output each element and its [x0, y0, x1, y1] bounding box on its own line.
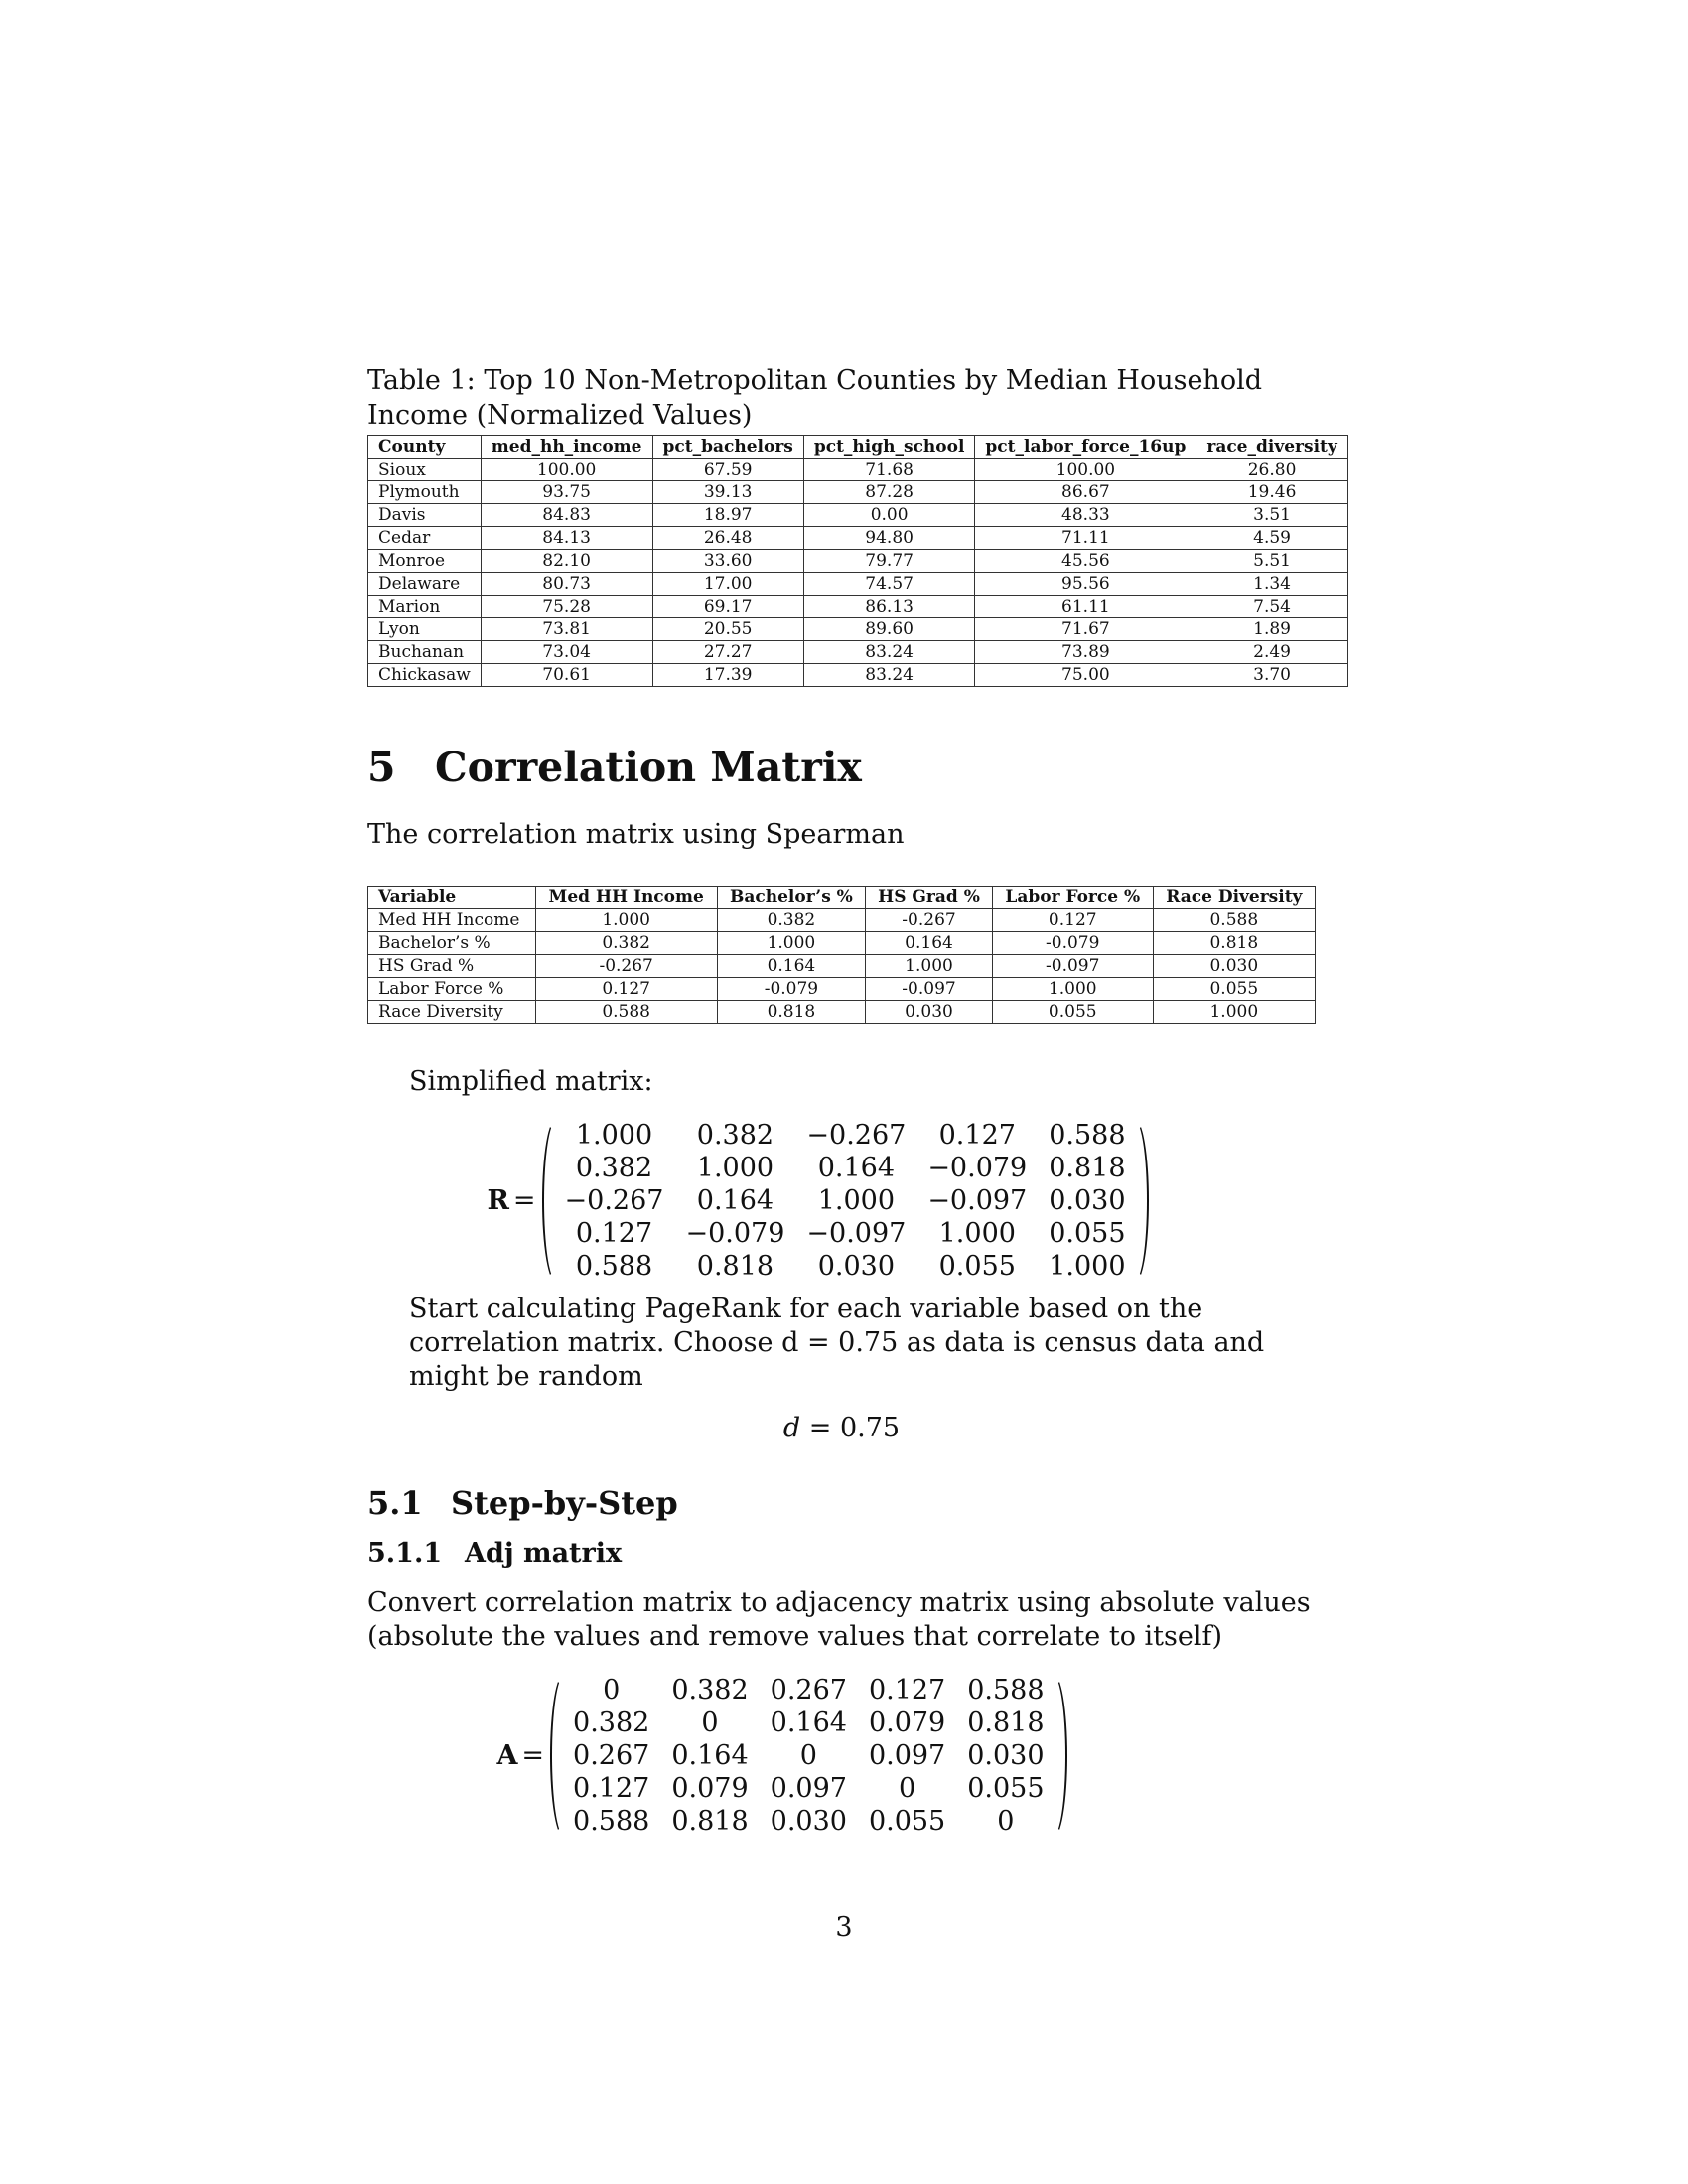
- matrix-entry: 0: [603, 1675, 621, 1706]
- matrix-entry: 0.055: [868, 1806, 946, 1837]
- value-cell: 0.382: [535, 932, 717, 955]
- value-cell: 2.49: [1196, 641, 1347, 664]
- matrix-a-brackets: [550, 1674, 1066, 1838]
- table-row: [368, 1001, 1316, 1024]
- matrix-entry: 0.079: [868, 1707, 946, 1738]
- value-cell: 1.000: [1153, 1001, 1315, 1024]
- matrix-entry: 0.164: [696, 1185, 774, 1216]
- equals-sign: =: [512, 1185, 536, 1216]
- value-cell: 84.83: [481, 504, 652, 527]
- row-label-cell: Davis: [368, 504, 482, 527]
- value-cell: 39.13: [652, 481, 803, 504]
- row-label-cell: Cedar: [368, 527, 482, 550]
- value-cell: 61.11: [975, 596, 1196, 618]
- table2-header-row: [368, 887, 1316, 909]
- matrix-entry: 0.164: [770, 1707, 847, 1738]
- row-label-cell: HS Grad %: [368, 955, 536, 978]
- value-cell: 1.000: [717, 932, 866, 955]
- matrix-entry: 0: [701, 1707, 719, 1738]
- table2-header-variable: Variable: [368, 887, 536, 909]
- value-cell: 86.13: [803, 596, 975, 618]
- value-cell: 1.000: [992, 978, 1153, 1001]
- value-cell: 48.33: [975, 504, 1196, 527]
- matrix-entry: −0.079: [927, 1153, 1028, 1183]
- value-cell: 87.28: [803, 481, 975, 504]
- table-row: [368, 909, 1316, 932]
- row-label-cell: Plymouth: [368, 481, 482, 504]
- matrix-row: [562, 1772, 1055, 1805]
- value-cell: -0.097: [992, 955, 1153, 978]
- matrix-entry: 0.818: [1049, 1153, 1126, 1183]
- matrix-row: [554, 1217, 1137, 1250]
- table-row: [368, 504, 1348, 527]
- value-cell: 93.75: [481, 481, 652, 504]
- matrix-a-symbol: A: [496, 1740, 518, 1771]
- page-content: [367, 363, 1337, 1838]
- value-cell: 75.28: [481, 596, 652, 618]
- matrix-entry: −0.267: [564, 1185, 664, 1216]
- matrix-entry: 0.382: [573, 1707, 650, 1738]
- simplified-matrix-label: Simplified matrix:: [409, 1066, 653, 1097]
- value-cell: 17.00: [652, 573, 803, 596]
- matrix-entry: 0: [799, 1740, 817, 1771]
- matrix-entry: −0.097: [927, 1185, 1028, 1216]
- value-cell: -0.079: [717, 978, 866, 1001]
- value-cell: 71.11: [975, 527, 1196, 550]
- value-cell: 100.00: [481, 459, 652, 481]
- matrix-entry: 0.382: [696, 1120, 774, 1151]
- value-cell: 1.000: [866, 955, 993, 978]
- matrix-entry: 0.818: [967, 1707, 1045, 1738]
- value-cell: -0.267: [535, 955, 717, 978]
- matrix-r: [554, 1119, 1137, 1283]
- matrix-entry: 0: [997, 1806, 1015, 1837]
- row-label-cell: Marion: [368, 596, 482, 618]
- value-cell: 89.60: [803, 618, 975, 641]
- value-cell: 82.10: [481, 550, 652, 573]
- value-cell: 0.164: [717, 955, 866, 978]
- value-cell: 0.818: [1153, 932, 1315, 955]
- subsubsection-heading: [367, 1537, 1316, 1570]
- row-label-cell: Bachelor’s %: [368, 932, 536, 955]
- value-cell: 0.00: [803, 504, 975, 527]
- value-cell: 73.81: [481, 618, 652, 641]
- value-cell: 0.055: [992, 1001, 1153, 1024]
- section-number: 5: [367, 744, 396, 791]
- value-cell: 69.17: [652, 596, 803, 618]
- matrix-entry: −0.097: [806, 1218, 907, 1249]
- matrix-row: [554, 1152, 1137, 1184]
- table-row: [368, 932, 1316, 955]
- table-row: [368, 955, 1316, 978]
- value-cell: 75.00: [975, 664, 1196, 687]
- damping-value: = 0.75: [800, 1413, 901, 1443]
- value-cell: 73.04: [481, 641, 652, 664]
- value-cell: 74.57: [803, 573, 975, 596]
- value-cell: 0.382: [717, 909, 866, 932]
- value-cell: 5.51: [1196, 550, 1347, 573]
- matrix-row: [554, 1119, 1137, 1152]
- matrix-entry: 0.030: [770, 1806, 847, 1837]
- matrix-entry: −0.079: [685, 1218, 785, 1249]
- value-cell: 79.77: [803, 550, 975, 573]
- table2-body: [368, 909, 1316, 1024]
- table1-header-county: County: [368, 436, 482, 459]
- matrix-entry: 0.127: [938, 1120, 1016, 1151]
- matrix-row: [562, 1805, 1055, 1838]
- subsection-number: 5.1: [367, 1484, 423, 1522]
- value-cell: -0.097: [866, 978, 993, 1001]
- matrix-entry: 1.000: [575, 1120, 653, 1151]
- row-label-cell: Sioux: [368, 459, 482, 481]
- row-label-cell: Monroe: [368, 550, 482, 573]
- matrix-entry: 0.055: [1049, 1218, 1126, 1249]
- value-cell: 17.39: [652, 664, 803, 687]
- matrix-entry: 0.382: [671, 1675, 749, 1706]
- value-cell: 7.54: [1196, 596, 1347, 618]
- table1-header-pct-high-school: pct_high_school: [803, 436, 975, 459]
- table2-header-hs-grad: HS Grad %: [866, 887, 993, 909]
- value-cell: 18.97: [652, 504, 803, 527]
- matrix-row: [554, 1184, 1137, 1217]
- section-title: Correlation Matrix: [435, 744, 862, 791]
- top-counties-table: [367, 435, 1348, 687]
- matrix-entry: 0.164: [817, 1153, 895, 1183]
- table-row: [368, 664, 1348, 687]
- value-cell: 0.588: [535, 1001, 717, 1024]
- matrix-entry: 1.000: [696, 1153, 774, 1183]
- matrix-entry: 0.818: [696, 1251, 774, 1282]
- damping-variable: d: [782, 1413, 801, 1443]
- matrix-a-equation: [248, 1674, 1316, 1838]
- matrix-entry: 0.588: [967, 1675, 1045, 1706]
- equals-sign: =: [521, 1740, 545, 1771]
- table1-body: [368, 459, 1348, 687]
- table1-caption: Table 1: Top 10 Non-Metropolitan Counties by Median Household Income (Normalized Values): [367, 365, 1262, 431]
- value-cell: 3.51: [1196, 504, 1347, 527]
- value-cell: 0.818: [717, 1001, 866, 1024]
- value-cell: 1.34: [1196, 573, 1347, 596]
- table-row: [368, 481, 1348, 504]
- matrix-entry: 0.127: [573, 1773, 650, 1804]
- value-cell: 80.73: [481, 573, 652, 596]
- matrix-entry: −0.267: [806, 1120, 907, 1151]
- value-cell: 0.030: [1153, 955, 1315, 978]
- pagerank-paragraph: Start calculating PageRank for each variable based on the correlation matrix. Choose d = 0.75 as data is census data and might be random: [409, 1294, 1265, 1392]
- page-number: 3: [835, 1912, 853, 1943]
- matrix-entry: 0.055: [967, 1773, 1045, 1804]
- table2-header-labor-force: Labor Force %: [992, 887, 1153, 909]
- matrix-entry: 0.588: [573, 1806, 650, 1837]
- value-cell: 33.60: [652, 550, 803, 573]
- matrix-r-symbol: R: [487, 1185, 509, 1216]
- row-label-cell: Med HH Income: [368, 909, 536, 932]
- matrix-row: [554, 1250, 1137, 1283]
- matrix-a: [562, 1674, 1055, 1838]
- table-row: [368, 573, 1348, 596]
- value-cell: 100.00: [975, 459, 1196, 481]
- value-cell: -0.079: [992, 932, 1153, 955]
- matrix-entry: 0.097: [770, 1773, 847, 1804]
- subsubsection-number: 5.1.1: [367, 1538, 443, 1569]
- matrix-entry: 1.000: [1049, 1251, 1126, 1282]
- table1-header-med-hh-income: med_hh_income: [481, 436, 652, 459]
- value-cell: 26.80: [1196, 459, 1347, 481]
- value-cell: 20.55: [652, 618, 803, 641]
- value-cell: -0.267: [866, 909, 993, 932]
- matrix-r-equation: [320, 1119, 1316, 1283]
- matrix-entry: 0.030: [1049, 1185, 1126, 1216]
- matrix-entry: 0.097: [868, 1740, 946, 1771]
- value-cell: 0.164: [866, 932, 993, 955]
- table2-header-bachelors: Bachelor’s %: [717, 887, 866, 909]
- value-cell: 83.24: [803, 664, 975, 687]
- matrix-entry: 0.030: [817, 1251, 895, 1282]
- value-cell: 45.56: [975, 550, 1196, 573]
- adjacency-paragraph: Convert correlation matrix to adjacency matrix using absolute values (absolute the values and remove values that correlate to itself): [367, 1587, 1311, 1652]
- value-cell: 70.61: [481, 664, 652, 687]
- value-cell: 27.27: [652, 641, 803, 664]
- row-label-cell: Chickasaw: [368, 664, 482, 687]
- matrix-entry: 0.127: [868, 1675, 946, 1706]
- value-cell: 84.13: [481, 527, 652, 550]
- value-cell: 3.70: [1196, 664, 1347, 687]
- matrix-entry: 0.267: [770, 1675, 847, 1706]
- matrix-entry: 1.000: [817, 1185, 895, 1216]
- table2-header-med-hh-income: Med HH Income: [535, 887, 717, 909]
- value-cell: 86.67: [975, 481, 1196, 504]
- table-row: [368, 550, 1348, 573]
- value-cell: 1.000: [535, 909, 717, 932]
- table-row: [368, 641, 1348, 664]
- value-cell: 1.89: [1196, 618, 1347, 641]
- table-row: [368, 596, 1348, 618]
- table-row: [368, 527, 1348, 550]
- matrix-entry: 1.000: [938, 1218, 1016, 1249]
- value-cell: 0.127: [535, 978, 717, 1001]
- value-cell: 71.68: [803, 459, 975, 481]
- value-cell: 95.56: [975, 573, 1196, 596]
- matrix-entry: 0: [898, 1773, 916, 1804]
- table-row: [368, 618, 1348, 641]
- subsection-title: Step-by-Step: [451, 1484, 678, 1522]
- table1-header-row: [368, 436, 1348, 459]
- table2-header-race-diversity: Race Diversity: [1153, 887, 1315, 909]
- section-heading: [367, 743, 1316, 792]
- value-cell: 0.030: [866, 1001, 993, 1024]
- matrix-entry: 0.267: [573, 1740, 650, 1771]
- matrix-row: [562, 1706, 1055, 1739]
- row-label-cell: Lyon: [368, 618, 482, 641]
- matrix-entry: 0.055: [938, 1251, 1016, 1282]
- matrix-entry: 0.382: [575, 1153, 653, 1183]
- value-cell: 19.46: [1196, 481, 1347, 504]
- value-cell: 73.89: [975, 641, 1196, 664]
- table-row: [368, 459, 1348, 481]
- value-cell: 0.055: [1153, 978, 1315, 1001]
- matrix-entry: 0.818: [671, 1806, 749, 1837]
- row-label-cell: Labor Force %: [368, 978, 536, 1001]
- damping-equation: [367, 1412, 1316, 1445]
- value-cell: 67.59: [652, 459, 803, 481]
- matrix-entry: 0.030: [967, 1740, 1045, 1771]
- row-label-cell: Race Diversity: [368, 1001, 536, 1024]
- value-cell: 0.588: [1153, 909, 1315, 932]
- value-cell: 4.59: [1196, 527, 1347, 550]
- table1-header-pct-bachelors: pct_bachelors: [652, 436, 803, 459]
- value-cell: 83.24: [803, 641, 975, 664]
- matrix-r-brackets: [542, 1119, 1149, 1283]
- correlation-table: [367, 886, 1316, 1024]
- subsection-heading: [367, 1483, 1316, 1523]
- matrix-entry: 0.127: [575, 1218, 653, 1249]
- matrix-row: [562, 1739, 1055, 1772]
- table-row: [368, 978, 1316, 1001]
- matrix-row: [562, 1674, 1055, 1706]
- row-label-cell: Delaware: [368, 573, 482, 596]
- value-cell: 94.80: [803, 527, 975, 550]
- matrix-entry: 0.164: [671, 1740, 749, 1771]
- section-intro: The correlation matrix using Spearman: [367, 819, 905, 850]
- value-cell: 0.127: [992, 909, 1153, 932]
- matrix-entry: 0.588: [575, 1251, 653, 1282]
- subsubsection-title: Adj matrix: [465, 1538, 623, 1569]
- matrix-entry: 0.079: [671, 1773, 749, 1804]
- value-cell: 26.48: [652, 527, 803, 550]
- value-cell: 71.67: [975, 618, 1196, 641]
- table1-header-race-diversity: race_diversity: [1196, 436, 1347, 459]
- row-label-cell: Buchanan: [368, 641, 482, 664]
- matrix-entry: 0.588: [1049, 1120, 1126, 1151]
- table1-header-pct-labor-force: pct_labor_force_16up: [975, 436, 1196, 459]
